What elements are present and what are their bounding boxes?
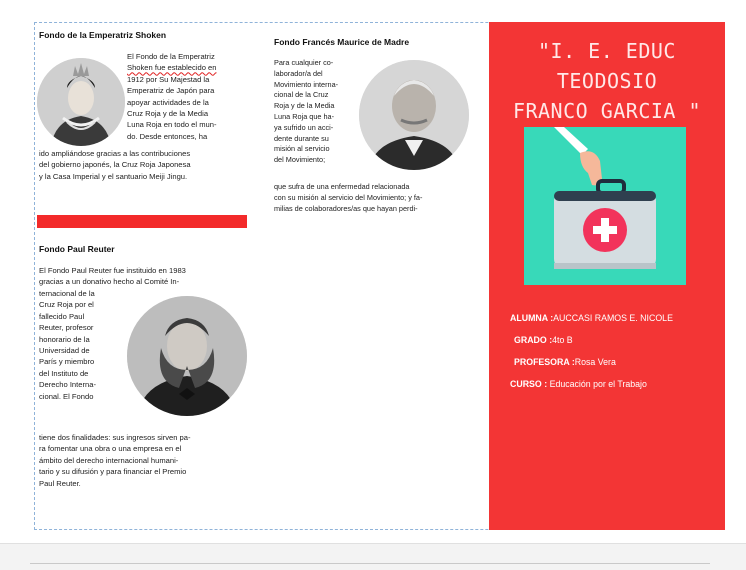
text-line: París y miembro bbox=[39, 357, 95, 367]
text-line: El Fondo de la Emperatriz bbox=[127, 52, 215, 61]
text-line: Roja y de la Media bbox=[274, 101, 335, 111]
text-line: milias de colaboradores/as que hayan perdi- bbox=[274, 203, 418, 213]
profesora-label: PROFESORA : bbox=[514, 357, 575, 367]
curso-label: CURSO : bbox=[510, 379, 550, 389]
text-line: El Fondo Paul Reuter fue instituido en 1983 bbox=[39, 266, 186, 275]
alumna-line bbox=[510, 313, 673, 323]
text-line: Para cualquier co- bbox=[274, 58, 334, 67]
text-line: ya sufrido un acci- bbox=[274, 122, 334, 132]
text-line: ido ampliándose gracias a las contribuciones bbox=[39, 149, 191, 158]
editor-bottom-area bbox=[0, 543, 746, 570]
para-reuter-bottom bbox=[39, 432, 191, 489]
text-line: Shoken fue establecido en bbox=[127, 63, 217, 73]
title-line: FRANCO GARCIA " bbox=[512, 99, 702, 123]
text-line: Cruz Roja y de la Media bbox=[127, 109, 209, 119]
first-aid-kit-illustration bbox=[524, 127, 686, 285]
profesora-value: Rosa Vera bbox=[574, 357, 616, 367]
title-line: "I. E. EDUC TEODOSIO bbox=[538, 39, 676, 93]
text-line: Derecho Interna- bbox=[39, 380, 96, 390]
photo-paul-reuter bbox=[127, 296, 247, 416]
text-line: fallecido Paul bbox=[39, 311, 85, 321]
para-madre-full bbox=[274, 182, 422, 214]
text-line: y la Casa Imperial y el santuario Meiji Jingu. bbox=[39, 171, 188, 181]
text-line: gracias a un donativo hecho al Comité In- bbox=[39, 277, 180, 287]
para-madre-narrow bbox=[274, 58, 338, 166]
photo-empress-shoken bbox=[37, 58, 125, 146]
text-line: Luna Roja en todo el mun- bbox=[127, 120, 217, 130]
text-line: laborador/a del bbox=[274, 68, 323, 78]
text-line: tario y su difusión y para financiar el Premio bbox=[39, 467, 187, 477]
next-page-edge bbox=[30, 563, 710, 564]
text-line: Paul Reuter. bbox=[39, 478, 81, 488]
text-line: Movimiento interna- bbox=[274, 79, 339, 89]
photo-maurice-de-madre bbox=[359, 60, 469, 170]
para-shoken-intro bbox=[127, 51, 217, 142]
text-line: del Instituto de bbox=[39, 368, 89, 378]
text-line: Luna Roja que ha- bbox=[274, 111, 335, 121]
text-line: Emperatriz de Japón para bbox=[127, 86, 215, 96]
grado-value: 4to B bbox=[552, 335, 573, 345]
heading-paul-reuter: Fondo Paul Reuter bbox=[39, 244, 115, 254]
text-line: cional. El Fondo bbox=[39, 391, 94, 401]
text-line: honorario de la bbox=[39, 334, 90, 344]
text-line: del Movimiento; bbox=[274, 155, 326, 165]
text-line: ámbito del derecho internacional humani- bbox=[39, 455, 179, 465]
text-line: cional de la Cruz bbox=[274, 90, 329, 100]
text-line: apoyar actividades de la bbox=[127, 97, 209, 107]
text-line: ternacional de la bbox=[39, 289, 95, 298]
curso-line bbox=[510, 379, 647, 389]
profesora-line bbox=[514, 357, 616, 367]
text-line: Cruz Roja por el bbox=[39, 300, 94, 310]
text-line: 1912 por Su Majestad la bbox=[127, 74, 210, 84]
alumna-value: AUCCASI RAMOS E. NICOLE bbox=[553, 313, 673, 323]
grado-label: GRADO : bbox=[514, 335, 553, 345]
text-line: Reuter, profesor bbox=[39, 323, 94, 333]
school-title bbox=[489, 36, 725, 126]
text-line: que sufra de una enfermedad relacionada bbox=[274, 182, 410, 191]
alumna-label: ALUMNA : bbox=[510, 313, 554, 323]
text-line: tiene dos finalidades: sus ingresos sirven pa- bbox=[39, 433, 191, 442]
para-reuter-top bbox=[39, 265, 186, 288]
para-reuter-narrow bbox=[39, 288, 96, 402]
text-line: del gobierno japonés, la Cruz Roja Japonesa bbox=[39, 160, 191, 170]
text-line: dente durante su bbox=[274, 133, 329, 143]
text-line: ra fomentar una obra o una empresa en el bbox=[39, 444, 182, 454]
red-divider-bar bbox=[37, 215, 247, 228]
heading-maurice-de-madre: Fondo Francés Maurice de Madre bbox=[274, 37, 410, 47]
first-aid-kit-icon bbox=[524, 127, 686, 285]
para-shoken-full bbox=[39, 148, 191, 182]
curso-value: Educación por el Trabajo bbox=[549, 379, 647, 389]
grado-line bbox=[514, 335, 573, 345]
heading-shoken: Fondo de la Emperatriz Shoken bbox=[39, 30, 167, 40]
text-line: misión al servicio bbox=[274, 144, 330, 154]
text-line: do. Desde entonces, ha bbox=[127, 131, 208, 141]
text-line: Universidad de bbox=[39, 346, 90, 356]
text-line: con su misión al servicio del Movimiento; y fa- bbox=[274, 192, 423, 202]
